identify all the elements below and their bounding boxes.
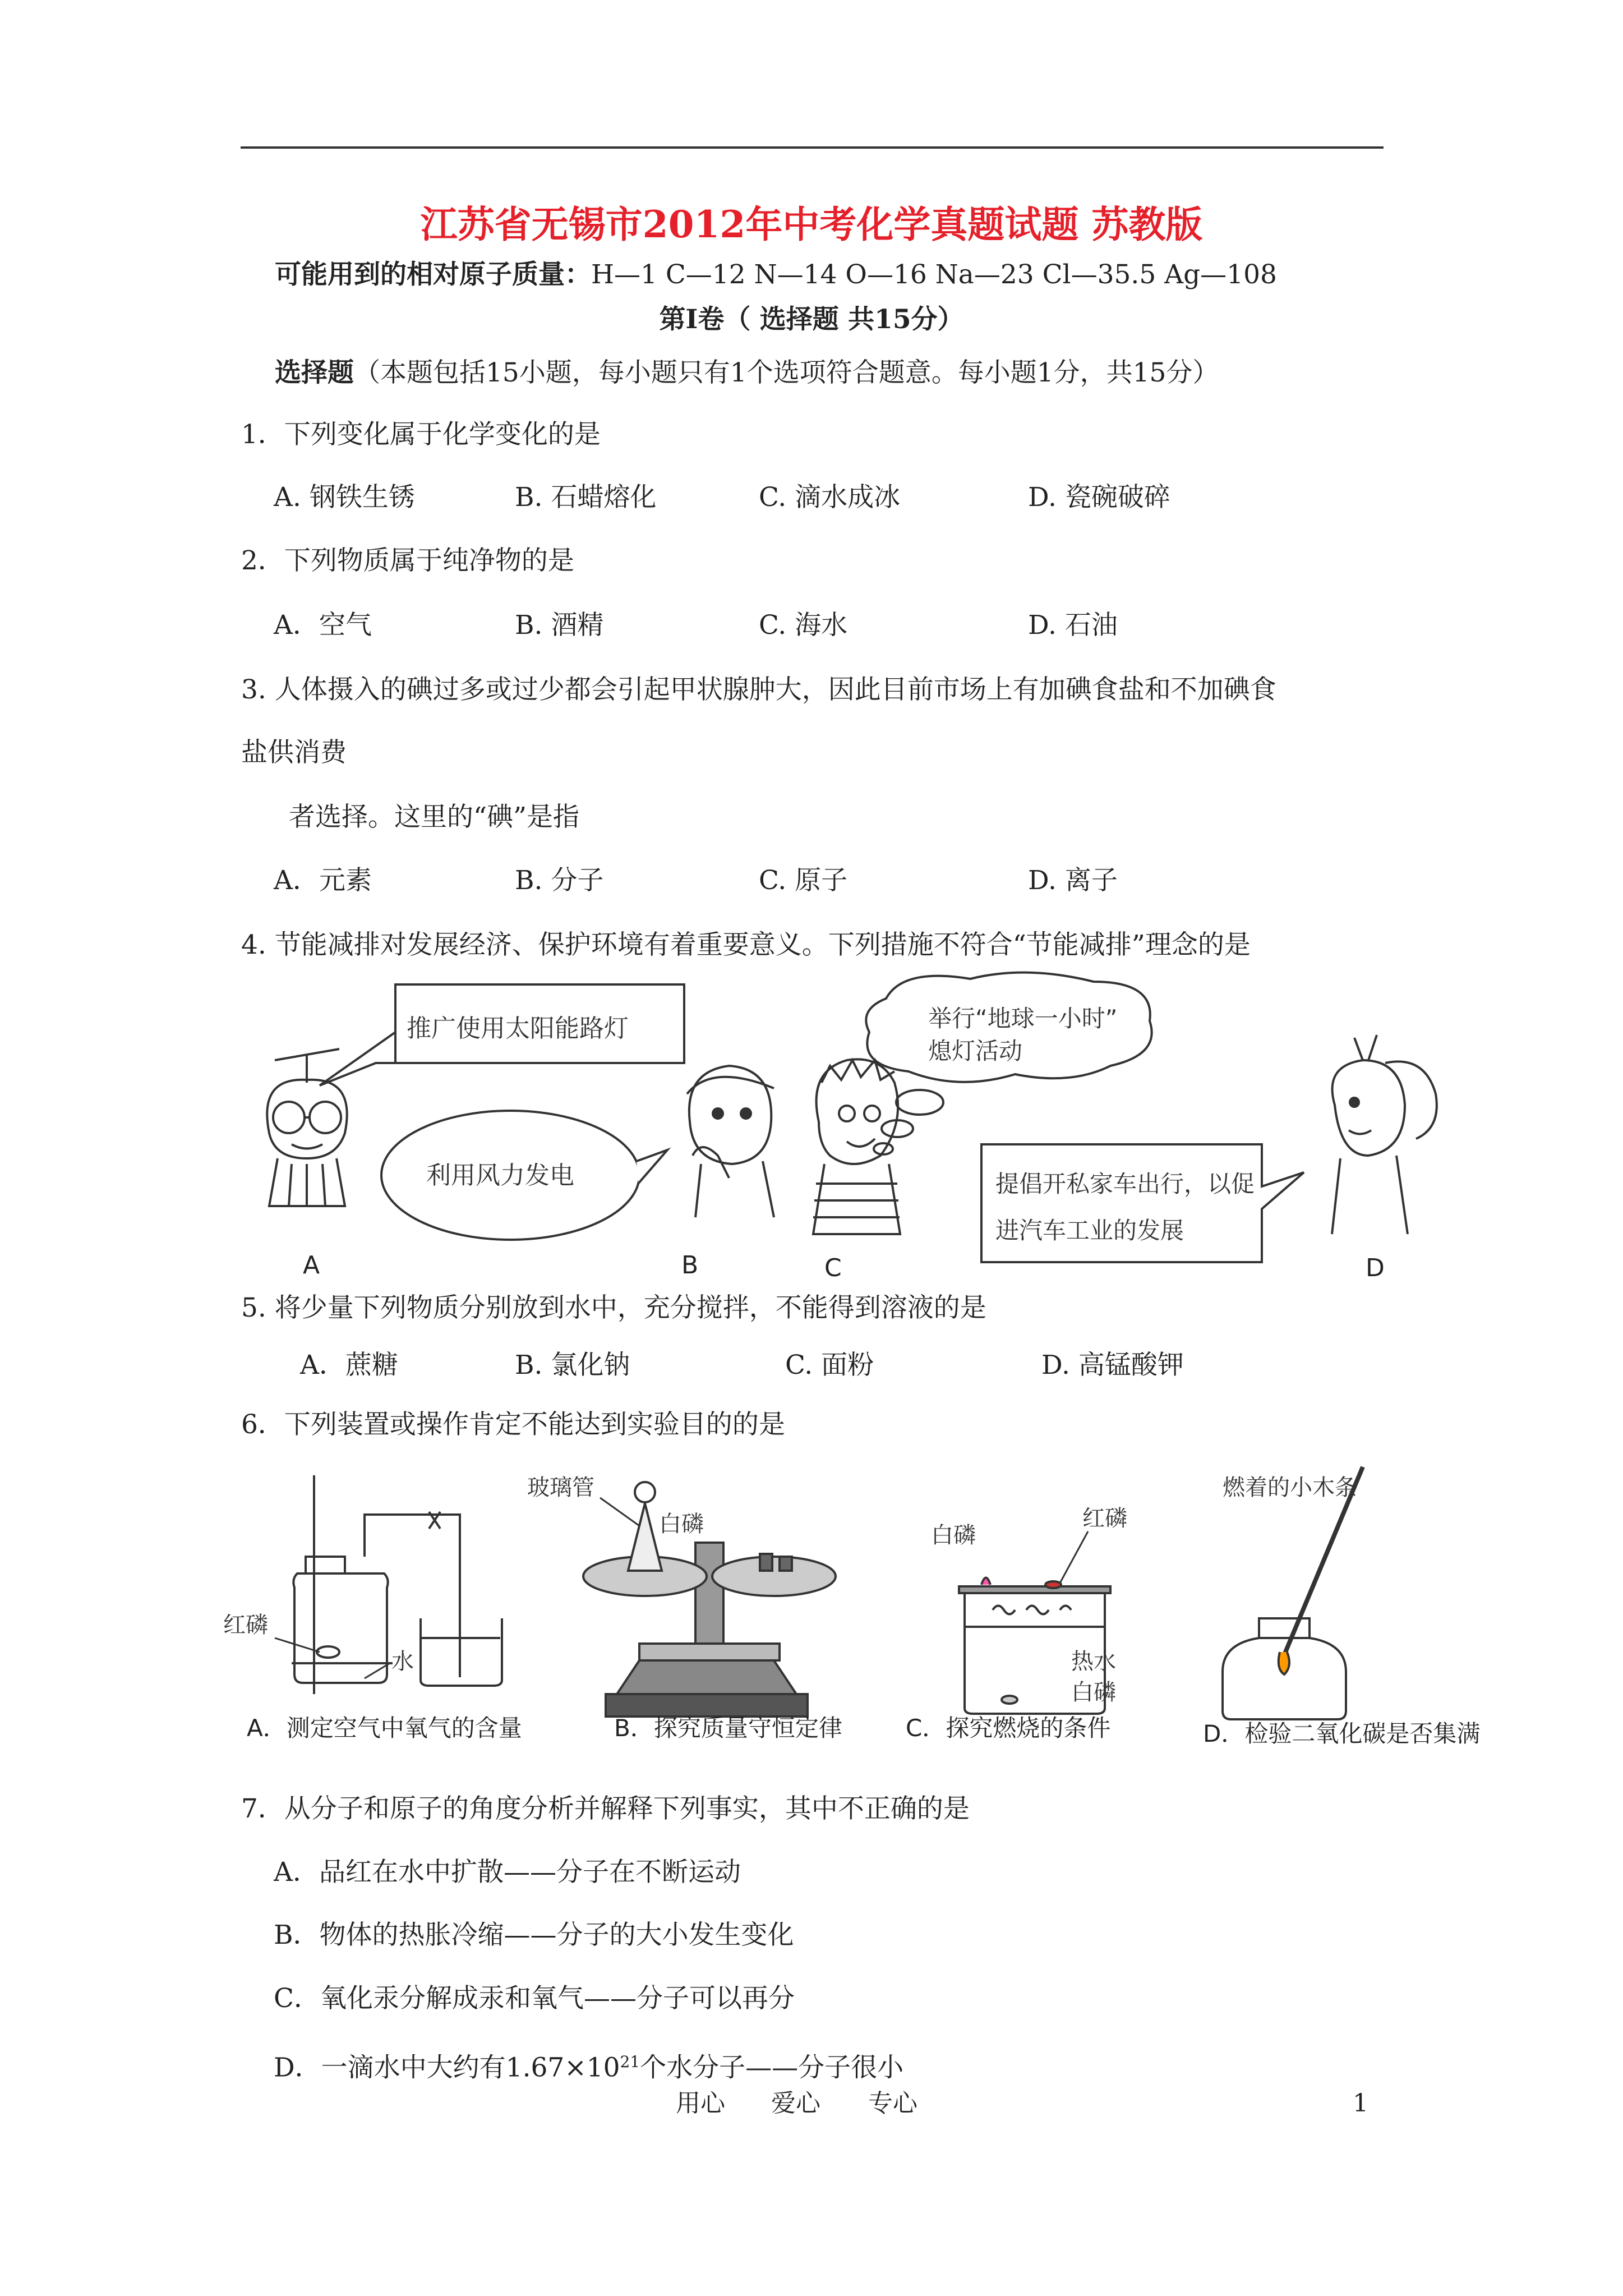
- label-d: D: [1366, 1254, 1385, 1282]
- q3-option-b: B. 分子: [515, 865, 604, 896]
- q7-option-b: B．物体的热胀冷缩——分子的大小发生变化: [274, 1920, 794, 1950]
- question-6-stem: 6．下列装置或操作肯定不能达到实验目的的是: [241, 1409, 785, 1440]
- caption-a: A．测定空气中氧气的含量: [247, 1714, 522, 1742]
- label-water-a: 水: [391, 1649, 414, 1674]
- q7-option-a: A．品红在水中扩散——分子在不断运动: [274, 1857, 741, 1888]
- q5-option-a: A．蔗糖: [300, 1350, 398, 1381]
- q6-apparatus-figure: [213, 1458, 1514, 1761]
- apparatus-d-icon: [1223, 1467, 1363, 1719]
- question-3-stem: 3. 人体摄入的碘过多或过少都会引起甲状腺肿大，因此目前市场上有加碘食盐和不加碘食: [241, 674, 1276, 705]
- bubble-a-text: 推广使用太阳能路灯: [407, 1014, 629, 1043]
- caption-b: B．探究质量守恒定律: [614, 1714, 842, 1742]
- q1-option-b: B. 石蜡熔化: [515, 482, 657, 513]
- character-a-icon: [267, 1049, 347, 1206]
- q3-option-c: C. 原子: [759, 865, 848, 896]
- label-b: B: [681, 1251, 699, 1280]
- bubble-d-text-2: 进汽车工业的发展: [995, 1217, 1184, 1244]
- q2-option-c: C. 海水: [759, 610, 848, 641]
- footer-right: 专心: [868, 2089, 917, 2118]
- character-d-icon: [1332, 1035, 1437, 1234]
- caption-c: C．探究燃烧的条件: [906, 1714, 1111, 1742]
- atomic-mass-label: 可能用到的相对原子质量：: [275, 259, 591, 290]
- question-4-stem: 4. 节能减排对发展经济、保护环境有着重要意义。下列措施不符合“节能减排”理念的是: [241, 930, 1251, 960]
- question-2-stem: 2．下列物质属于纯净物的是: [241, 545, 574, 576]
- label-white-phosphorus-c2: 白磷: [1071, 1680, 1116, 1705]
- q7-option-d-exponent: 21: [620, 2053, 640, 2071]
- q7-option-d-prefix: D．一滴水中大约有1.67×10: [274, 2052, 620, 2083]
- bubble-c: [866, 973, 1151, 1154]
- q5-option-c: C. 面粉: [785, 1350, 874, 1381]
- header-rule: [241, 146, 1384, 149]
- instructions-label: 选择题: [275, 357, 354, 388]
- q3-option-d: D. 离子: [1028, 865, 1118, 896]
- footer-left: 用心: [676, 2089, 725, 2118]
- q4-cartoon-figure: [241, 970, 1475, 1307]
- character-b-icon: [687, 1066, 774, 1217]
- label-hot-water: 热水: [1071, 1649, 1116, 1674]
- q2-option-a: A．空气: [274, 610, 372, 641]
- q5-option-b: B. 氯化钠: [515, 1350, 630, 1381]
- bubble-d: [981, 1144, 1304, 1262]
- q1-option-d: D. 瓷碗破碎: [1028, 482, 1170, 513]
- label-a: A: [303, 1251, 320, 1280]
- q7-option-c: C．氧化汞分解成汞和氧气——分子可以再分: [274, 1983, 795, 2014]
- question-5-stem: 5. 将少量下列物质分别放到水中，充分搅拌，不能得到溶液的是: [241, 1292, 986, 1323]
- question-3-stem-line3: 者选择。这里的“碘”是指: [289, 802, 580, 832]
- label-red-phosphorus-a: 红磷: [223, 1612, 268, 1638]
- instructions-text: （本题包括15小题，每小题只有1个选项符合题意。每小题1分，共15分）: [354, 357, 1219, 388]
- bubble-c-text-1: 举行“地球一小时”: [928, 1005, 1118, 1032]
- q2-option-d: D. 石油: [1028, 610, 1118, 641]
- caption-d: D．检验二氧化碳是否集满: [1203, 1720, 1481, 1747]
- label-c: C: [824, 1254, 842, 1282]
- q7-option-d: [274, 2045, 903, 2085]
- page-number: 1: [1353, 2089, 1368, 2118]
- q7-option-d-suffix: 个水分子——分子很小: [640, 2052, 904, 2083]
- q2-option-b: B. 酒精: [515, 610, 604, 641]
- bubble-a: [320, 984, 684, 1085]
- page-title: 江苏省无锡市2012年中考化学真题试题 苏教版: [420, 203, 1203, 246]
- character-c-icon: [813, 1059, 900, 1234]
- label-glass-tube: 玻璃管: [527, 1475, 594, 1501]
- label-burning-stick: 燃着的小木条: [1223, 1475, 1357, 1501]
- atomic-mass-values: H—1 C—12 N—14 O—16 Na—23 Cl—35.5 Ag—108: [591, 259, 1277, 290]
- question-1-stem: 1．下列变化属于化学变化的是: [241, 419, 601, 450]
- q1-option-a: A. 钢铁生锈: [274, 482, 415, 513]
- bubble-d-text-1: 提倡开私家车出行，以促: [995, 1170, 1255, 1198]
- label-red-phosphorus-c: 红磷: [1082, 1506, 1127, 1531]
- q3-option-a: A．元素: [274, 865, 372, 896]
- bubble-b-text: 利用风力发电: [426, 1161, 574, 1190]
- question-7-stem: 7．从分子和原子的角度分析并解释下列事实，其中不正确的是: [241, 1793, 970, 1824]
- label-white-phosphorus-c1: 白磷: [931, 1522, 976, 1548]
- apparatus-b-icon: [583, 1482, 836, 1717]
- bubble-c-text-2: 熄灯活动: [928, 1037, 1023, 1065]
- q5-option-d: D. 高锰酸钾: [1041, 1350, 1184, 1381]
- q1-option-c: C. 滴水成冰: [759, 482, 901, 513]
- section-title: 第Ⅰ卷（ 选择题 共15分）: [659, 304, 964, 335]
- atomic-mass-line: [275, 258, 1277, 292]
- question-3-stem-line2: 盐供消费: [241, 737, 347, 768]
- footer-mid: 爱心: [771, 2089, 820, 2118]
- label-white-phosphorus-b: 白磷: [659, 1511, 704, 1537]
- instructions: [275, 356, 1219, 390]
- bubble-b: [381, 1111, 667, 1240]
